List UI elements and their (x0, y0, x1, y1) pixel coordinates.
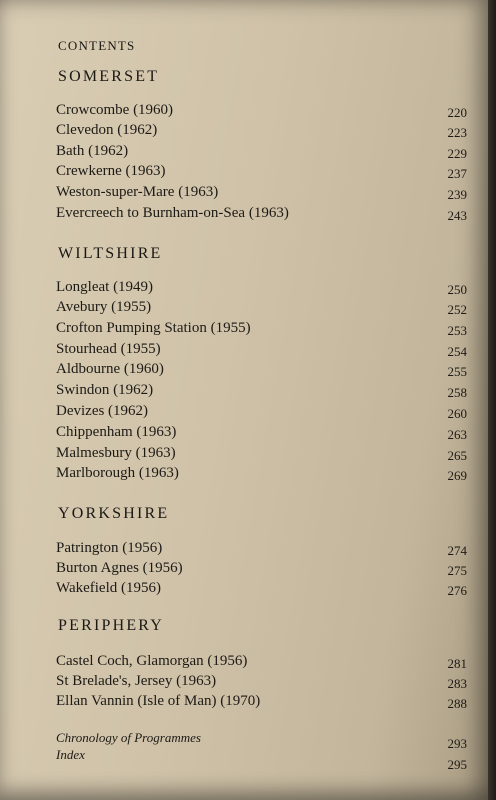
entry-page: 281 (447, 656, 467, 671)
entry-page: 253 (447, 323, 467, 338)
entry-page: 229 (447, 146, 467, 161)
entry-title: Chippenham (1963) (56, 424, 177, 440)
entry-title: Bath (1962) (56, 143, 129, 159)
entry-title: Longleat (1949) (56, 279, 154, 295)
entry-page: 265 (447, 448, 467, 463)
entry-page: 223 (447, 125, 467, 140)
entry-page: 275 (447, 563, 467, 578)
entry-page: 239 (447, 187, 467, 202)
section-title-somerset: SOMERSET (58, 68, 160, 85)
entry-title: Weston-super-Mare (1963) (56, 184, 219, 200)
entry-title: Avebury (1955) (56, 299, 152, 315)
entry-title: Chronology of Programmes (56, 730, 201, 745)
entry-page: 269 (447, 468, 467, 483)
entry-title: Wakefield (1956) (56, 580, 161, 596)
entry-page: 258 (447, 385, 467, 400)
entry-page: 250 (447, 282, 467, 297)
entry-title: Swindon (1962) (56, 382, 154, 398)
entry-page: 274 (447, 543, 467, 558)
entry-title: Evercreech to Burnham-on-Sea (1963) (56, 205, 289, 221)
entry-title: Burton Agnes (1956) (56, 560, 183, 576)
entry-page: 220 (447, 105, 467, 120)
entry-title: Aldbourne (1960) (56, 361, 164, 377)
entry-page: 288 (447, 696, 467, 711)
entry-title: Crewkerne (1963) (56, 163, 166, 179)
entry-page: 283 (447, 676, 467, 691)
section-title-yorkshire: YORKSHIRE (58, 505, 170, 522)
entry-title: St Brelade's, Jersey (1963) (56, 673, 217, 689)
entry-page: 237 (447, 166, 467, 181)
entry-title: Patrington (1956) (56, 540, 163, 556)
entry-page: 255 (447, 364, 467, 379)
entry-page: 260 (447, 406, 467, 421)
book-spine-edge (488, 0, 496, 800)
section-title-wiltshire: WILTSHIRE (58, 245, 163, 262)
entry-title: Malmesbury (1963) (56, 445, 176, 461)
entry-page: 243 (447, 208, 467, 223)
entry-page: 276 (447, 583, 467, 598)
entry-page: 254 (447, 344, 467, 359)
entry-title: Clevedon (1962) (56, 122, 158, 138)
contents-heading: CONTENTS (58, 38, 136, 53)
entry-title: Index (56, 747, 85, 762)
entry-title: Marlborough (1963) (56, 465, 179, 481)
entry-page: 263 (447, 427, 467, 442)
entry-title: Devizes (1962) (56, 403, 149, 419)
entry-page: 295 (447, 757, 467, 772)
entry-title: Stourhead (1955) (56, 341, 161, 357)
entry-title: Crowcombe (1960) (56, 102, 174, 118)
entry-title: Crofton Pumping Station (1955) (56, 320, 251, 336)
entry-page: 252 (447, 302, 467, 317)
entry-page: 293 (447, 736, 467, 751)
entry-title: Castel Coch, Glamorgan (1956) (56, 653, 248, 669)
entry-title: Ellan Vannin (Isle of Man) (1970) (56, 693, 261, 709)
section-title-periphery: PERIPHERY (58, 617, 165, 634)
